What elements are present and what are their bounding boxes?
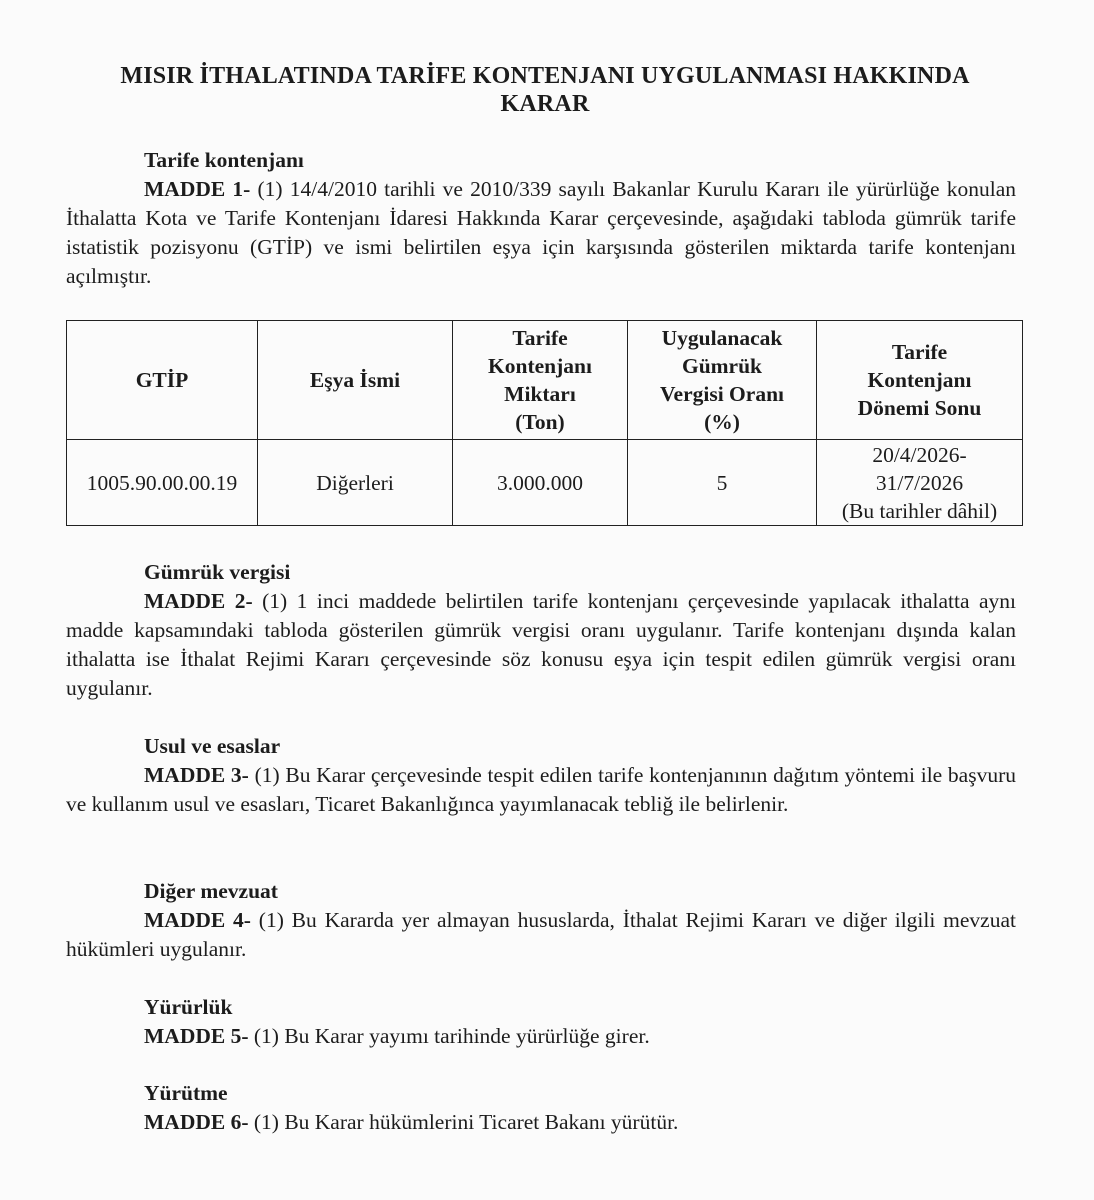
section-paragraph [66,761,1016,819]
header-donem-sonu: Tarife Kontenjanı Dönemi Sonu [817,321,1023,440]
section-madde-3 [66,732,1016,819]
section-heading: Usul ve esaslar [144,734,281,758]
section-madde-4 [66,877,1016,964]
madde-text: (1) Bu Kararda yer almayan hususlarda, İthalat Rejimi Kararı ve diğer ilgili mevzuat hükümleri uygulanır. [66,908,1016,961]
madde-label: MADDE 1- [144,177,251,201]
madde-text: (1) 14/4/2010 tarihli ve 2010/339 sayılı Bakanlar Kurulu Kararı ile yürürlüğe konulan İthalatta Kota ve Tarife Kontenjanı İdaresi Hakkında Karar çerçevesinde, aşağıdaki tabloda gümrük tarife istatistik pozisyonu (GTİP) ve ismi belirtilen eşya için karşısında gösterilen miktarda tarife kontenjanı açılmıştır. [66,177,1016,288]
cell-esya-ismi: Diğerleri [258,440,453,526]
section-madde-5 [66,993,1016,1051]
madde-text: (1) 1 inci maddede belirtilen tarife kontenjanı çerçevesinde yapılacak ithalatta aynı madde kapsamındaki tabloda gösterilen gümrük vergisi oranı uygulanır. Tarife kontenjanı dışında kalan ithalatta ise İthalat Rejimi Kararı çerçevesinde söz konusu eşya için tespit edilen gümrük vergisi oranı uygulanır. [66,589,1017,700]
madde-label: MADDE 3- [144,763,249,787]
header-esya-ismi: Eşya İsmi [258,321,453,440]
table-row [67,440,1023,526]
header-kontenjan-miktari: Tarife Kontenjanı Miktarı (Ton) [453,321,628,440]
section-paragraph [66,906,1016,964]
section-madde-2 [66,558,1016,703]
tariff-quota-table [66,320,1023,526]
madde-label: MADDE 5- [144,1024,249,1048]
section-heading: Diğer mevzuat [144,879,278,903]
section-heading: Tarife kontenjanı [144,148,304,172]
header-vergi-orani: Uygulanacak Gümrük Vergisi Oranı (%) [628,321,817,440]
section-paragraph [66,1108,1016,1137]
title-line-1: MISIR İTHALATINDA TARİFE KONTENJANI UYGULANMASI HAKKINDA [120,63,970,89]
cell-kontenjan-miktari: 3.000.000 [453,440,628,526]
madde-text: (1) Bu Karar çerçevesinde tespit edilen tarife kontenjanının dağıtım yöntemi ile başvuru ve kullanım usul ve esasları, Ticaret Bakanlığınca yayımlanacak tebliğ ile belirlenir. [66,763,1016,816]
document-title [60,62,1030,118]
section-paragraph [66,175,1016,291]
madde-label: MADDE 4- [144,908,251,932]
cell-vergi-orani: 5 [628,440,817,526]
madde-text: (1) Bu Karar yayımı tarihinde yürürlüğe girer. [248,1024,650,1048]
cell-donem-sonu: 20/4/2026- 31/7/2026 (Bu tarihler dâhil) [817,440,1023,526]
section-heading: Yürürlük [144,995,233,1019]
section-madde-1 [66,146,1016,291]
madde-text: (1) Bu Karar hükümlerini Ticaret Bakanı yürütür. [248,1110,679,1134]
section-paragraph [66,587,1016,703]
madde-label: MADDE 2- [144,589,253,613]
section-heading: Gümrük vergisi [144,560,291,584]
table-header-row [67,321,1023,440]
madde-label: MADDE 6- [144,1110,249,1134]
header-gtip: GTİP [67,321,258,440]
cell-gtip: 1005.90.00.00.19 [67,440,258,526]
section-madde-6 [66,1079,1016,1137]
section-heading: Yürütme [144,1081,228,1105]
title-line-2: KARAR [500,91,590,117]
section-paragraph [66,1022,1016,1051]
